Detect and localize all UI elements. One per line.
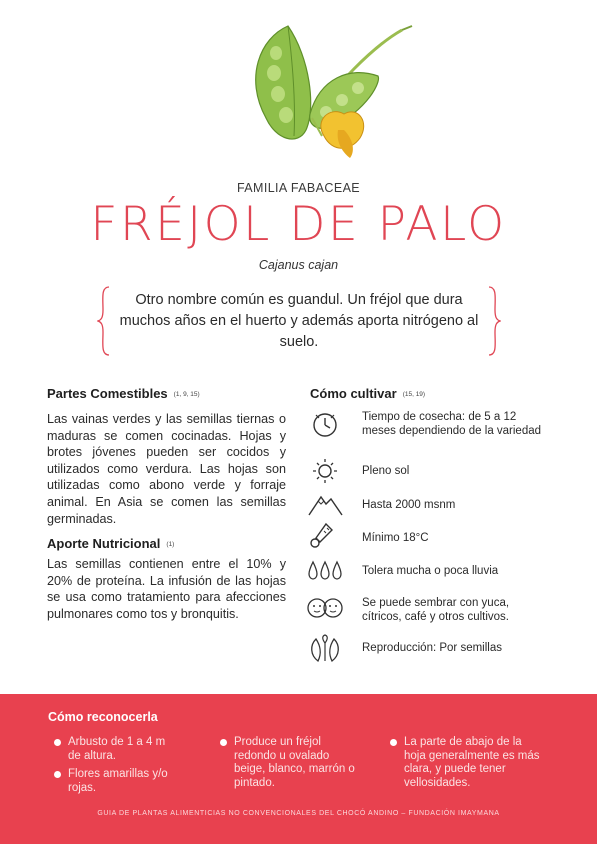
cultivation-item-rain: Tolera mucha o poca lluvia	[306, 556, 546, 586]
nutrition-heading: Aporte Nutricional (1)	[47, 536, 175, 551]
page-title: FRÉJOL DE PALO	[90, 197, 507, 252]
sun-icon	[306, 456, 344, 486]
seeds-icon	[306, 633, 344, 663]
cultivation-item-companions: Se puede sembrar con yuca, cítricos, café y otros cultivos.	[306, 592, 546, 622]
family-name: FAMILIA FABACEAE	[236, 181, 361, 195]
scientific-name: Cajanus cajan	[258, 258, 339, 272]
companion-plants-icon	[306, 592, 344, 622]
edible-parts-heading: Partes Comestibles (1, 9, 15)	[47, 386, 200, 401]
edible-parts-text: Las vainas verdes y las semillas tiernas o maduras se comen cocinadas. Hojas y brotes jóvenes pueden ser cocidos y utilizados como verdura. Las hojas son utilizadas como abono verde y forraje animal. En Asia se comen las semillas germinadas.	[47, 412, 286, 526]
cultivation-item-reproduction: Reproducción: Por semillas	[306, 633, 546, 663]
raindrops-icon	[306, 556, 344, 586]
thermometer-icon	[306, 521, 344, 551]
footer-credit: GUIA DE PLANTAS ALIMENTICIAS NO CONVENCIONALES DEL CHOCÓ ANDINO – FUNDACIÓN IMAYMANA	[97, 810, 500, 817]
recognize-section: Cómo reconocerla Arbusto de 1 a 4 m de altura. Flores amarillas y/o rojas. Produce un fréjol redondo u ovalado beige, blanco, marrón o pintado. La parte de abajo de la hoja generalmente es más clara, y puede tener vellosidades. GUIA DE PLANTAS ALIMENTICIAS NO CONVENCIONALES DEL CHOCÓ ANDINO – FUNDACIÓN IMAYMANA	[0, 694, 597, 844]
mountain-icon	[306, 489, 344, 519]
cultivation-item-harvest: Tiempo de cosecha: de 5 a 12 meses dependiendo de la variedad	[306, 410, 546, 440]
bullet-icon	[54, 739, 61, 746]
cultivation-heading: Cómo cultivar (15, 19)	[310, 386, 426, 401]
bullet-icon	[220, 739, 227, 746]
clock-icon	[306, 410, 344, 440]
right-brace-icon	[487, 286, 501, 356]
cultivation-item-temperature: Mínimo 18°C	[306, 521, 546, 551]
intro-text: Otro nombre común es guandul. Un fréjol que dura muchos años en el huerto y además aporta nitrógeno al suelo.	[119, 292, 479, 350]
cultivation-item-altitude: Hasta 2000 msnm	[306, 489, 546, 519]
nutrition-text: Las semillas contienen entre el 10% y 20% de proteína. La infusión de las hojas se usa como tratamiento para afecciones pulmonares como tos y bronquitis.	[47, 557, 286, 621]
bullet-icon	[54, 771, 61, 778]
pigeon-pea-illustration	[240, 18, 415, 168]
cultivation-item-sun: Pleno sol	[306, 456, 546, 486]
left-brace-icon	[97, 286, 111, 356]
recognize-heading: Cómo reconocerla	[48, 710, 158, 724]
bullet-icon	[390, 739, 397, 746]
